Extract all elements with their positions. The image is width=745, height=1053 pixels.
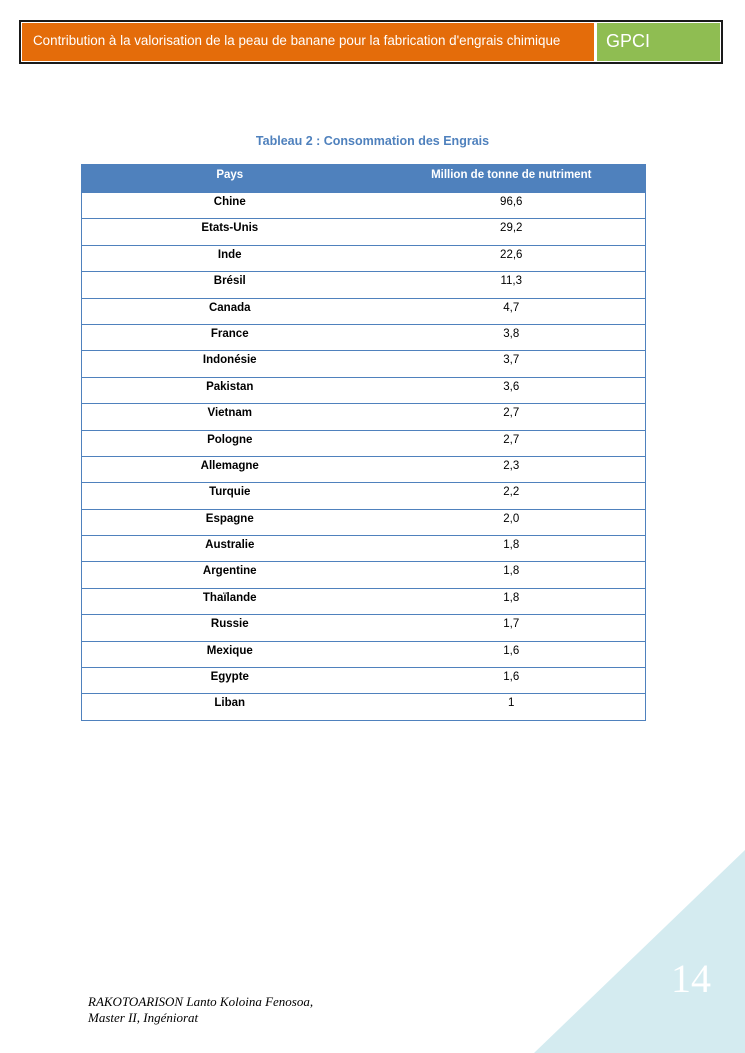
country-cell: Argentine [82,562,378,588]
value-cell: 22,6 [378,245,646,271]
value-cell: 3,6 [378,377,646,403]
table-row [82,456,646,482]
value-cell: 3,7 [378,351,646,377]
table-row [82,668,646,694]
footer-author: RAKOTOARISON Lanto Koloina Fenosoa, [88,994,314,1009]
corner-triangle-decoration [534,850,745,1053]
country-cell: Australie [82,536,378,562]
country-cell: Egypte [82,668,378,694]
value-cell: 96,6 [378,193,646,219]
country-cell: Chine [82,193,378,219]
country-cell: Canada [82,298,378,324]
table-header-row [82,165,646,193]
page-footer [88,994,313,1026]
table-row [82,298,646,324]
value-cell: 3,8 [378,324,646,350]
column-header-pays: Pays [82,165,378,193]
table-row [82,430,646,456]
fertilizer-consumption-table [81,164,646,721]
table-row [82,404,646,430]
table-row [82,694,646,720]
country-cell: Mexique [82,641,378,667]
table-row [82,588,646,614]
value-cell: 29,2 [378,219,646,245]
page-number: 14 [671,956,711,1001]
column-header-million-tonnes: Million de tonne de nutriment [378,165,646,193]
value-cell: 2,3 [378,456,646,482]
footer-degree: Master II, Ingéniorat [88,1010,199,1025]
country-cell: Vietnam [82,404,378,430]
country-cell: Etats-Unis [82,219,378,245]
value-cell: 1,7 [378,615,646,641]
country-cell: Russie [82,615,378,641]
country-cell: Indonésie [82,351,378,377]
table-row [82,245,646,271]
value-cell: 2,7 [378,430,646,456]
table-row [82,377,646,403]
table-row [82,219,646,245]
country-cell: Pologne [82,430,378,456]
table-row [82,483,646,509]
country-cell: Espagne [82,509,378,535]
table-row [82,562,646,588]
country-cell: Brésil [82,272,378,298]
country-cell: Liban [82,694,378,720]
value-cell: 4,7 [378,298,646,324]
country-cell: Inde [82,245,378,271]
value-cell: 1,6 [378,641,646,667]
value-cell: 1,8 [378,562,646,588]
table-row [82,193,646,219]
country-cell: France [82,324,378,350]
value-cell: 2,0 [378,509,646,535]
country-cell: Turquie [82,483,378,509]
table-row [82,615,646,641]
page-header [19,20,723,64]
country-cell: Thaïlande [82,588,378,614]
table-row [82,272,646,298]
value-cell: 1 [378,694,646,720]
header-code: GPCI [597,23,720,61]
header-title: Contribution à la valorisation de la peau de banane pour la fabrication d'engrais chimique [22,23,594,61]
value-cell: 1,6 [378,668,646,694]
country-cell: Pakistan [82,377,378,403]
value-cell: 1,8 [378,536,646,562]
table-row [82,536,646,562]
table-row [82,509,646,535]
corner-triangle-shape [534,850,745,1053]
value-cell: 11,3 [378,272,646,298]
table-caption: Tableau 2 : Consommation des Engrais [255,134,490,148]
value-cell: 2,2 [378,483,646,509]
table-row [82,351,646,377]
country-cell: Allemagne [82,456,378,482]
value-cell: 2,7 [378,404,646,430]
table-row [82,324,646,350]
value-cell: 1,8 [378,588,646,614]
table-row [82,641,646,667]
